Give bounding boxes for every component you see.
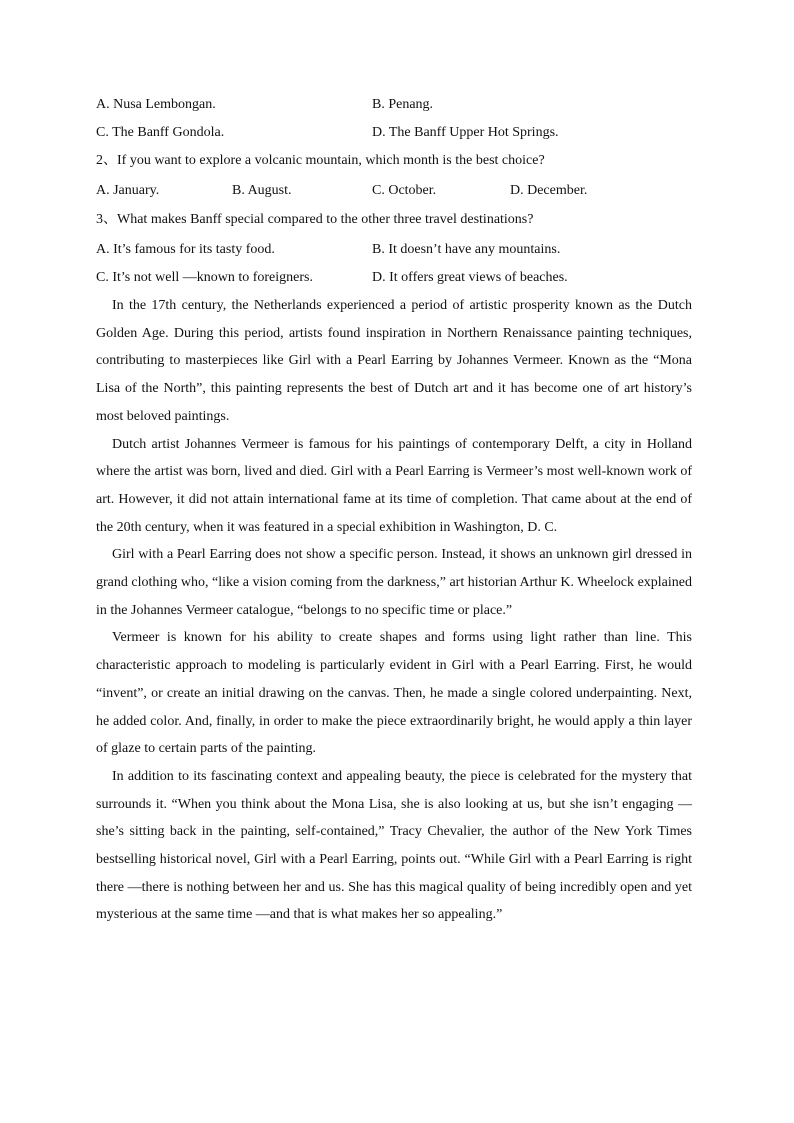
q2-stem: 2、If you want to explore a volcanic mountain, which month is the best choice? xyxy=(96,153,545,168)
q3-option-a: A. It’s famous for its tasty food. xyxy=(96,242,275,257)
q1-option-d: D. The Banff Upper Hot Springs. xyxy=(372,125,559,140)
q1-option-a: A. Nusa Lembongan. xyxy=(96,97,216,112)
q3-stem: 3、What makes Banff special compared to the other three travel destinations? xyxy=(96,212,534,227)
q3-option-d: D. It offers great views of beaches. xyxy=(372,270,568,285)
q2-option-a: A. January. xyxy=(96,183,160,198)
passage-paragraph-1: In the 17th century, the Netherlands experienced a period of artistic prosperity known as the Dutch Golden Age. During this period, artists found inspiration in Northern Renaissance painting techniques, contributing to masterpieces like Girl with a Pearl Earring by Johannes Vermeer. Known as the “Mona Lisa of the North”, this painting represents the best of Dutch art and it has become one of art history’s most beloved paintings. xyxy=(96,298,692,424)
q2-option-d: D. December. xyxy=(510,183,588,198)
q2-option-c: C. October. xyxy=(372,183,437,198)
passage-paragraph-5: In addition to its fascinating context and appealing beauty, the piece is celebrated for the mystery that surrounds it. “When you think about the Mona Lisa, she is also looking at us, but she isn’t engaging —she’s sitting back in the painting, self-contained,” Tracy Chevalier, the author of the New York Times bestselling historical novel, Girl with a Pearl Earring, points out. “While Girl with a Pearl Earring is right there —there is nothing between her and us. She has this magical quality of being incredibly open and yet mysterious at the same time —and that is what makes her so appealing.” xyxy=(96,768,692,923)
q3-option-c: C. It’s not well —known to foreigners. xyxy=(96,270,313,285)
passage-paragraph-4: Vermeer is known for his ability to create shapes and forms using light rather than line. This characteristic approach to modeling is particularly evident in Girl with a Pearl Earring. First, he would “invent”, or create an initial drawing on the canvas. Then, he made a single colored underpainting. Next, he added color. And, finally, in order to make the piece extraordinarily bright, he would apply a thin layer of glaze to certain parts of the painting. xyxy=(96,630,692,757)
q2-option-b: B. August. xyxy=(232,183,292,198)
q3-option-b: B. It doesn’t have any mountains. xyxy=(372,242,561,257)
q1-option-b: B. Penang. xyxy=(372,97,434,112)
reading-passage xyxy=(96,292,692,929)
passage-paragraph-3: Girl with a Pearl Earring does not show a specific person. Instead, it shows an unknown girl dressed in grand clothing who, “like a vision coming from the darkness,” art historian Arthur K. Wheelock explained in the Johannes Vermeer catalogue, “belongs to no specific time or place.” xyxy=(96,547,692,618)
passage-paragraph-2: Dutch artist Johannes Vermeer is famous for his paintings of contemporary Delft, a city in Holland where the artist was born, lived and died. Girl with a Pearl Earring is Vermeer’s most well-known work of art. However, it did not attain international fame at its time of completion. That came about at the end of the 20th century, when it was featured in a special exhibition in Washington, D. C. xyxy=(96,436,692,535)
q1-option-c: C. The Banff Gondola. xyxy=(96,125,225,140)
